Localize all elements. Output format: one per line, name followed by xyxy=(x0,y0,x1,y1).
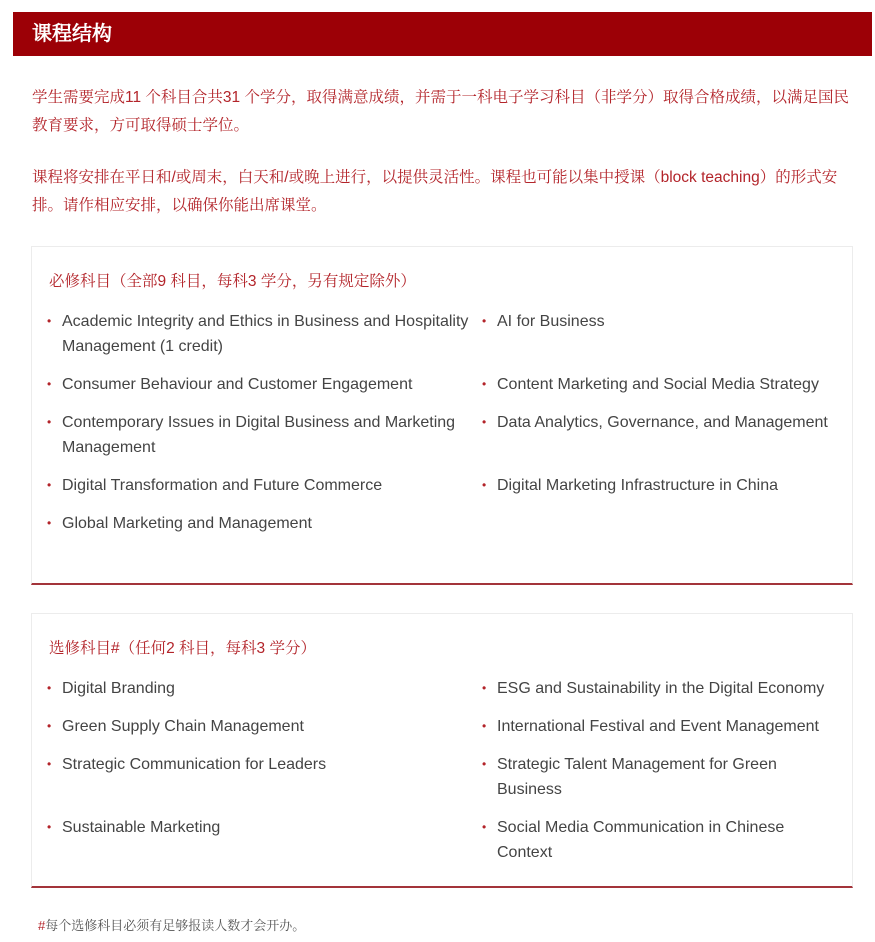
course-item: • Content Marketing and Social Media Strategy xyxy=(482,372,842,397)
course-item: • Digital Branding xyxy=(47,676,482,701)
course-item: • AI for Business xyxy=(482,309,842,359)
course-item: • Strategic Talent Management for Green Business xyxy=(482,752,842,802)
intro-paragraph: 学生需要完成11 个科目合共31 个学分，取得满意成绩，并需于一科电子学习科目（非学分）取得合格成绩，以满足国民教育要求，方可取得硕士学位。 xyxy=(32,89,849,134)
footnote xyxy=(38,915,305,934)
course-item: • Data Analytics, Governance, and Management xyxy=(482,410,842,460)
course-item: • Consumer Behaviour and Customer Engagement xyxy=(47,372,482,397)
section-title: 课程结构 xyxy=(13,12,872,56)
course-item: • Social Media Communication in Chinese Context xyxy=(482,815,842,865)
required-courses-list xyxy=(47,309,842,549)
course-item: • International Festival and Event Management xyxy=(482,714,842,739)
intro-text xyxy=(32,84,862,244)
elective-courses-list xyxy=(47,676,842,878)
course-item: • Digital Transformation and Future Commerce xyxy=(47,473,482,498)
course-item: • Contemporary Issues in Digital Business and Marketing Management xyxy=(47,410,482,460)
required-courses-title: 必修科目（全部9 科目，每科3 学分，另有规定除外） xyxy=(49,273,416,290)
elective-courses-box xyxy=(31,613,853,888)
footnote-mark: # xyxy=(38,918,46,933)
elective-courses-title: 选修科目#（任何2 科目，每科3 学分） xyxy=(49,640,316,657)
intro-paragraph: 课程将安排在平日和/或周末，白天和/或晚上进行，以提供灵活性。课程也可能以集中授课（block teaching）的形式安排。请作相应安排，以确保你能出席课堂。 xyxy=(32,169,838,214)
course-item: • Green Supply Chain Management xyxy=(47,714,482,739)
footnote-text: 每个选修科目必须有足够报读人数才会开办。 xyxy=(45,918,306,933)
course-item: • Digital Marketing Infrastructure in China xyxy=(482,473,842,498)
course-item: • Academic Integrity and Ethics in Business and Hospitality Management (1 credit) xyxy=(47,309,482,359)
course-item: • Strategic Communication for Leaders xyxy=(47,752,482,802)
course-item: • Global Marketing and Management xyxy=(47,511,482,536)
required-courses-box xyxy=(31,246,853,585)
course-item: • ESG and Sustainability in the Digital Economy xyxy=(482,676,842,701)
course-item: • Sustainable Marketing xyxy=(47,815,482,865)
